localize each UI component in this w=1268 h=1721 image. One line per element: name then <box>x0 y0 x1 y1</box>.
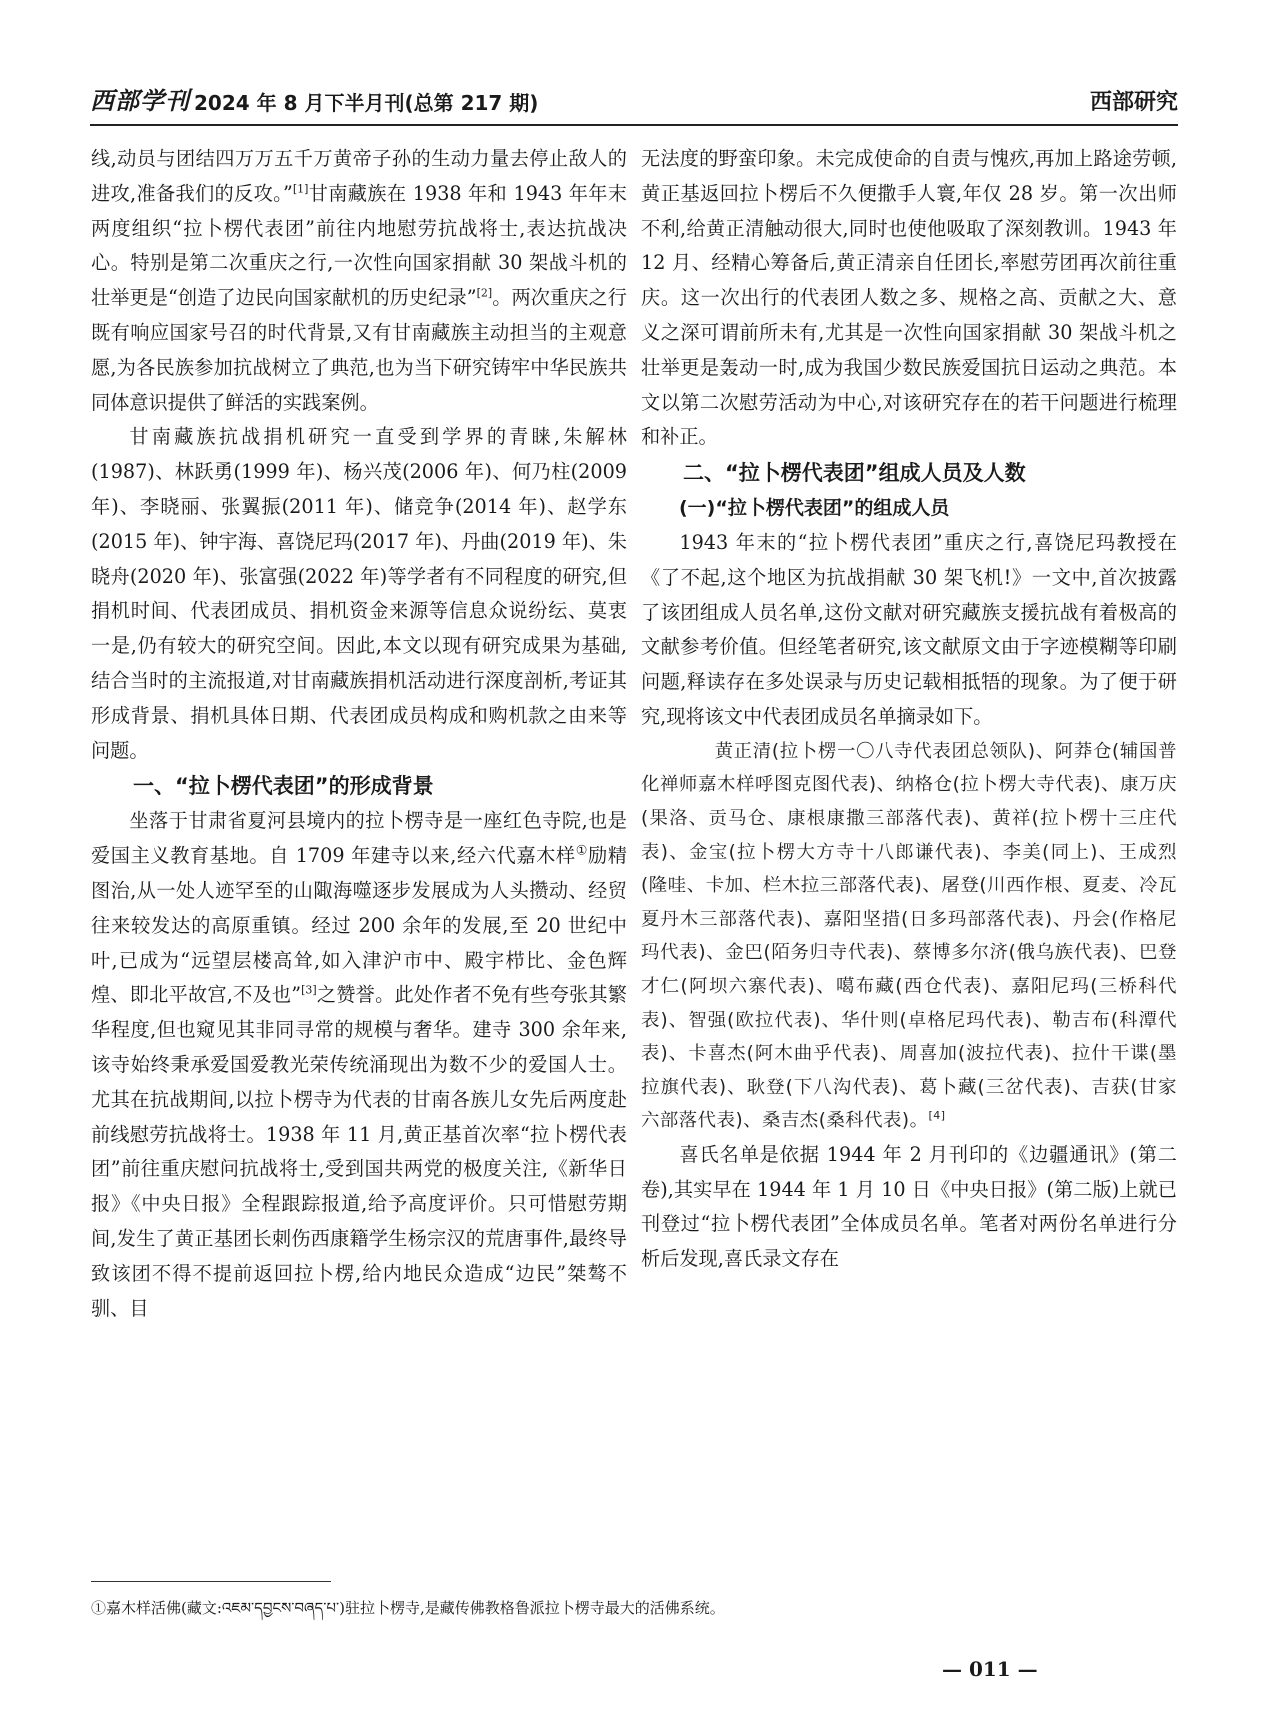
right-column <box>641 142 1177 1277</box>
page-number: — 011 — <box>942 1657 1038 1681</box>
paragraph: 线,动员与团结四万万五千万黄帝子孙的生动力量去停止敌人的进攻,准备我们的反攻。”[1]甘南藏族在 1938 年和 1943 年年末两度组织“拉卜楞代表团”前往内地慰劳抗战将士,表达抗战决心。特别是第二次重庆之行,一次性向国家捐献 30 架战斗机的壮举更是“创造了边民向国家献机的历史纪录”[2]。两次重庆之行既有响应国家号召的时代背景,又有甘南藏族主动担当的主观意愿,为各民族参加抗战树立了典范,也为当下研究铸牢中华民族共同体意识提供了鲜活的实践案例。 <box>91 147 627 414</box>
section-heading-2: 二、“拉卜楞代表团”组成人员及人数 <box>683 461 1026 486</box>
running-header <box>90 80 1178 126</box>
left-column <box>91 142 627 1326</box>
paragraph: 无法度的野蛮印象。未完成使命的自责与愧疚,再加上路途劳顿,黄正基返回拉卜楞后不久便撒手人寰,年仅 28 岁。第一次出师不利,给黄正清触动很大,同时也使他吸取了深刻教训。1943 年 12 月、经精心筹备后,黄正清亲自任团长,率慰劳团再次前往重庆。这一次出行的代表团人数之多、规格之高、贡献之大、意义之深可谓前所未有,尤其是一次性向国家捐献 30 架战斗机之壮举更是轰动一时,成为我国少数民族爱国抗日运动之典范。本文以第二次慰劳活动为中心,对该研究存在的若干问题进行梳理和补正。 <box>641 147 1177 449</box>
footnote: ①嘉木样活佛(藏文:འཇམ་དབྱངས་བཞད་པ་)驻拉卜楞寺,是藏传佛教格鲁派拉卜楞寺最大的活佛系统。 <box>91 1599 725 1617</box>
paragraph: 1943 年末的“拉卜楞代表团”重庆之行,喜饶尼玛教授在《了不起,这个地区为抗战捐献 30 架飞机!》一文中,首次披露了该团组成人员名单,这份文献对研究藏族支援抗战有着极高的文献参考价值。但经笔者研究,该文献原文由于字迹模糊等印刷问题,释读存在多处误录与历史记载相抵牾的现象。为了便于研究,现将该文中代表团成员名单摘录如下。 <box>641 530 1177 728</box>
footnote-divider <box>91 1581 331 1582</box>
citation-ref: [1] <box>292 182 309 196</box>
footnote-mark: ① <box>575 843 588 859</box>
section-heading-1: 一、“拉卜楞代表团”的形成背景 <box>133 774 434 799</box>
subsection-heading: (一)“拉卜楞代表团”的组成人员 <box>679 497 950 520</box>
section-title: 西部研究 <box>1089 90 1178 115</box>
paragraph: 甘南藏族抗战捐机研究一直受到学界的青睐,朱解林(1987)、林跃勇(1999 年)、杨兴茂(2006 年)、何乃柱(2009 年)、李晓丽、张翼振(2011 年)、储竞争(2014 年)、赵学东(2015 年)、钟宇海、喜饶尼玛(2017 年)、丹曲(2019 年)、朱晓舟(2020 年)、张富强(2022 年)等学者有不同程度的研究,但捐机时间、代表团成员、捐机资金来源等信息众说纷纭、莫衷一是,仍有较大的研究空间。因此,本文以现有研究成果为基础,结合当时的主流报道,对甘南藏族捐机活动进行深度剖析,考证其形成背景、捐机具体日期、代表团成员构成和购机款之由来等问题。 <box>91 425 627 762</box>
issue-info: 2024 年 8 月下半月刊(总第 217 期) <box>194 91 539 115</box>
journal-logo: 西部学刊 <box>90 86 190 115</box>
citation-ref: [4] <box>928 1109 946 1123</box>
paragraph: 喜氏名单是依据 1944 年 2 月刊印的《边疆通讯》(第二卷),其实早在 1944 年 1 月 10 日《中央日报》(第二版)上就已刊登过“拉卜楞代表团”全体成员名单。笔者对两份名单进行分析后发现,喜氏录文存在 <box>641 1142 1177 1271</box>
citation-ref: [3] <box>301 983 317 997</box>
citation-ref: [2] <box>476 286 493 300</box>
paragraph: 坐落于甘肃省夏河县境内的拉卜楞寺是一座红色寺院,也是爱国主义教育基地。自 1709 年建寺以来,经六代嘉木样①励精图治,从一处人迹罕至的山陬海噬逐步发展成为人头攒动、经贸往来较发达的高原重镇。经过 200 余年的发展,至 20 世纪中叶,已成为“远望层楼高耸,如入津沪市中、殿宇栉比、金色辉煌、即北平故宫,不及也”[3]之赞誉。此处作者不免有些夸张其繁华程度,但也窥见其非同寻常的规模与奢华。建寺 300 余年来,该寺始终秉承爱国爱教光荣传统涌现出为数不少的爱国人士。尤其在抗战期间,以拉卜楞寺为代表的甘南各族儿女先后两度赴前线慰劳抗战将士。1938 年 11 月,黄正基首次率“拉卜楞代表团”前往重庆慰问抗战将士,受到国共两党的极度关注,《新华日报》《中央日报》全程跟踪报道,给予高度评价。只可惜慰劳期间,发生了黄正基团长刺伤西康籍学生杨宗汉的荒唐事件,最终导致该团不得不提前返回拉卜楞,给内地民众造成“边民”桀骜不驯、目 <box>91 809 627 1320</box>
member-list-quote: 黄正清(拉卜楞一〇八寺代表团总领队)、阿莽仓(辅国普化禅师嘉木样呼图克图代表)、纳格仓(拉卜楞大寺代表)、康万庆(果洛、贡马仓、康根康撒三部落代表)、黄祥(拉卜楞十三庄代表)、金宝(拉卜楞大方寺十八郎谦代表)、李美(同上)、王成烈(隆哇、卡加、栏木拉三部落代表)、屠登(川西作根、夏麦、冷瓦夏丹木三部落代表)、嘉阳坚措(日多玛部落代表)、丹会(作格尼玛代表)、金巴(陌务归寺代表)、蔡博多尔济(俄乌族代表)、巴登才仁(阿坝六寨代表)、噶布藏(西仓代表)、嘉阳尼玛(三桥科代表)、智强(欧拉代表)、华什则(卓格尼玛代表)、勒吉布(科潭代表)、卡喜杰(阿木曲乎代表)、周喜加(波拉代表)、拉什干谍(墨拉旗代表)、耿登(下八沟代表)、葛卜藏(三岔代表)、吉获(甘家六部落代表)、桑吉杰(桑科代表)。[4] <box>641 740 1177 1132</box>
header-left <box>90 81 538 124</box>
